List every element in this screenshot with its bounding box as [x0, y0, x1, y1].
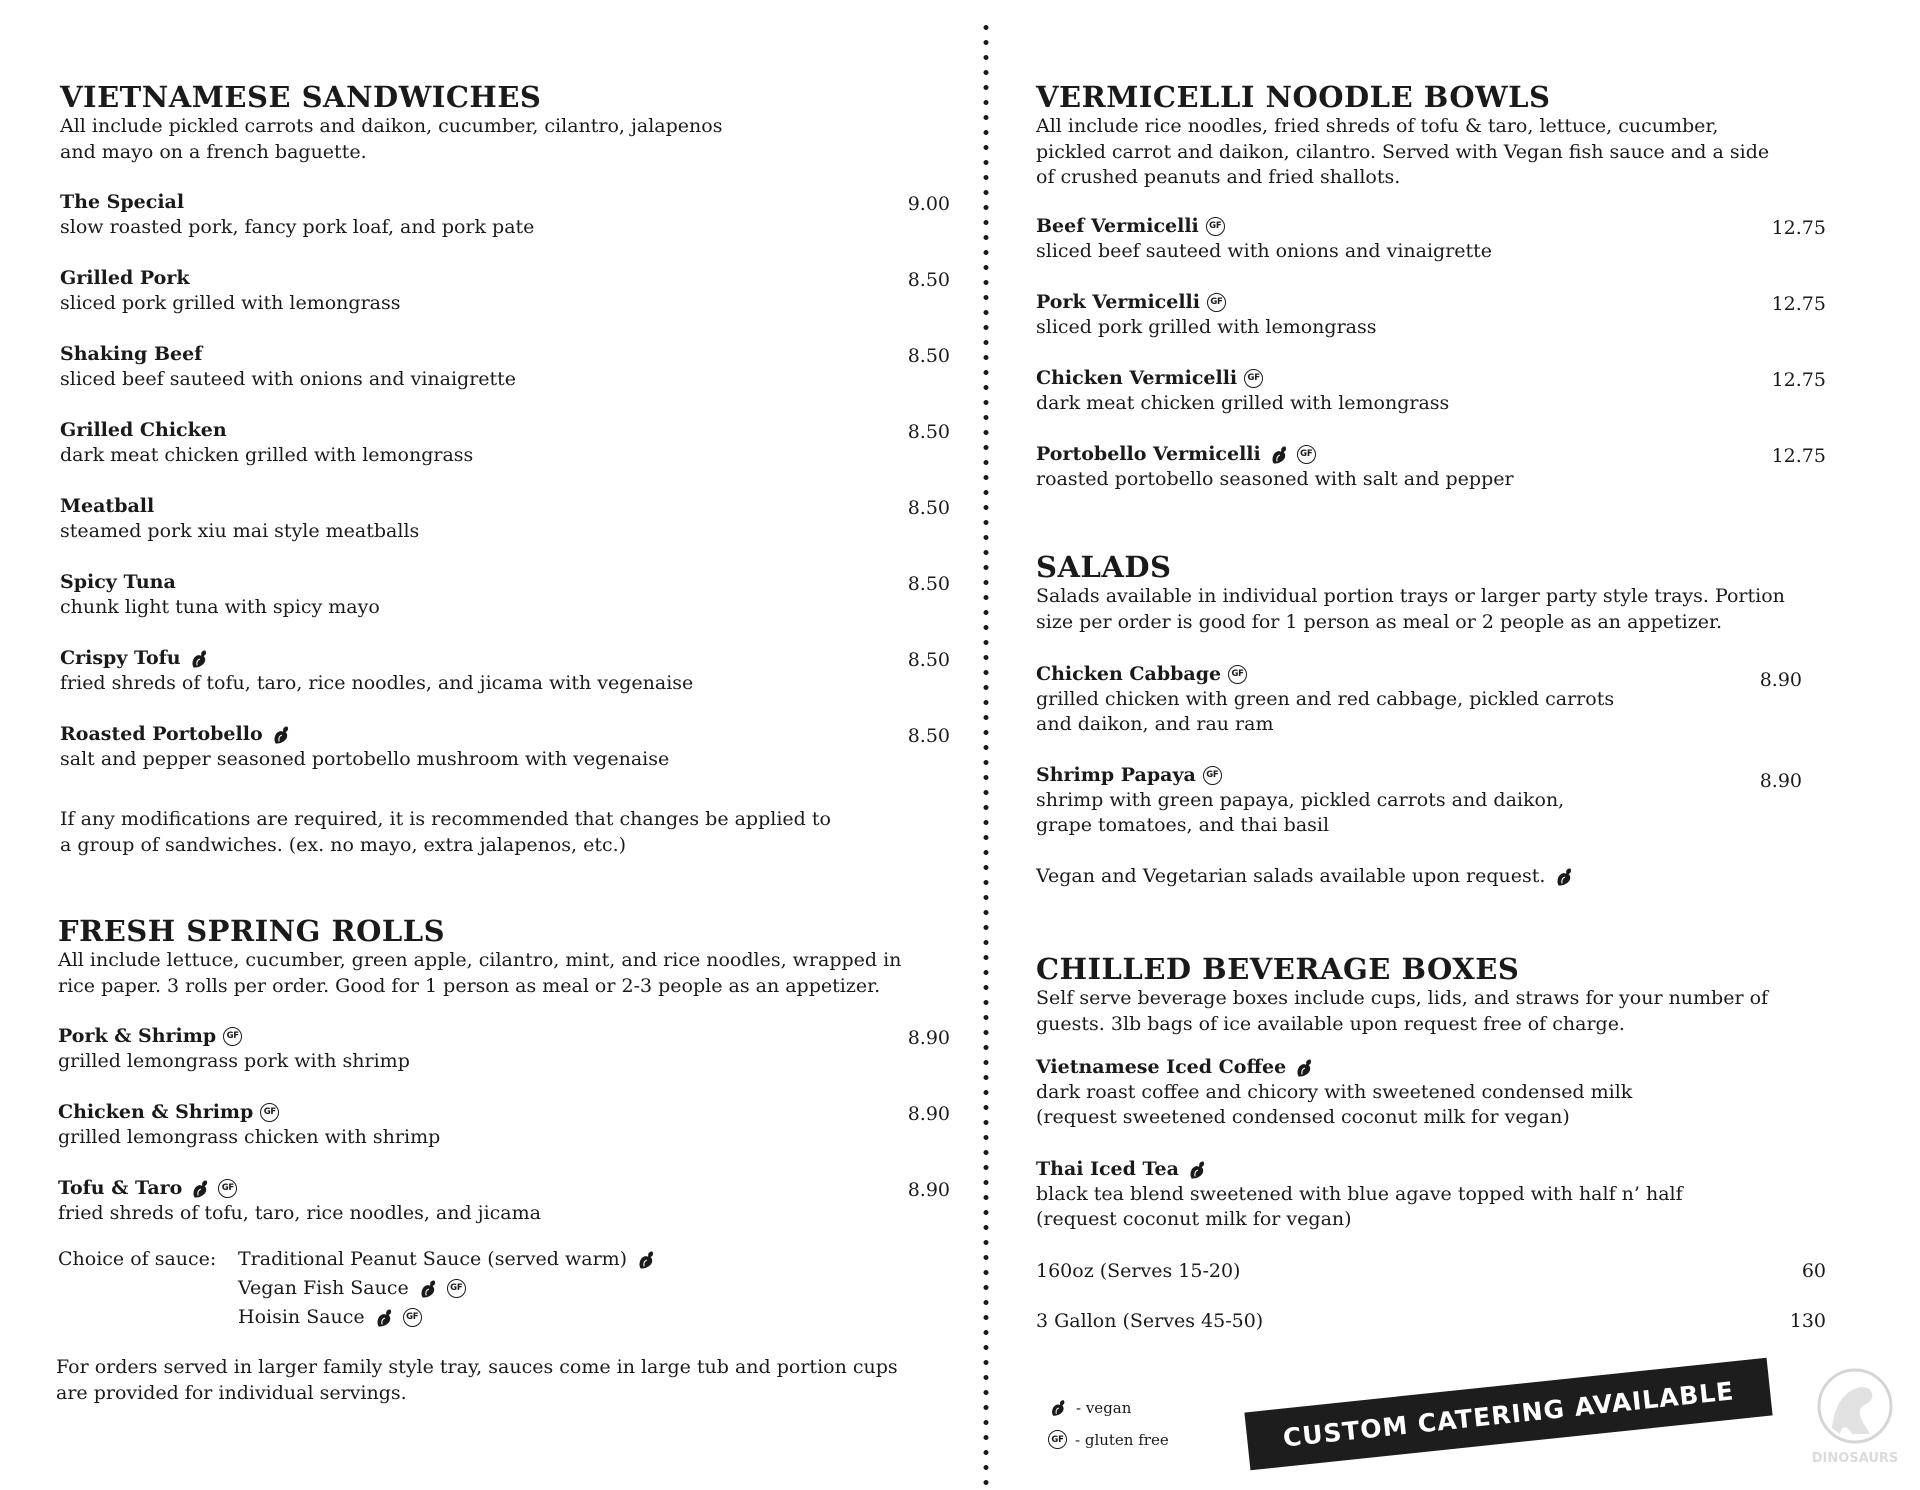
item-name: Chicken & Shrimp GF	[58, 1100, 950, 1125]
item-desc: sliced pork grilled with lemongrass	[60, 292, 401, 314]
menu-item	[60, 722, 950, 772]
gluten-free-icon: GF	[1207, 293, 1226, 312]
menu-item	[1036, 763, 1826, 838]
item-desc: grilled lemongrass pork with shrimp	[58, 1050, 410, 1072]
item-name: Pork Vermicelli GF	[1036, 290, 1826, 315]
section-title-beverages: CHILLED BEVERAGE BOXES	[1036, 952, 1520, 986]
item-desc: steamed pork xiu mai style meatballs	[60, 520, 420, 542]
item-desc: roasted portobello seasoned with salt and pepper	[1036, 468, 1514, 490]
item-name: Beef Vermicelli GF	[1036, 214, 1826, 239]
vegan-icon	[1293, 1057, 1315, 1079]
sauce-list	[238, 1245, 657, 1332]
item-price: 8.90	[907, 1103, 950, 1125]
item-price: 8.50	[907, 573, 950, 595]
column-divider	[983, 20, 989, 1490]
item-desc: chunk light tuna with spicy mayo	[60, 596, 380, 618]
sandwiches-section	[60, 80, 950, 165]
vegan-icon	[1186, 1159, 1208, 1181]
gluten-free-icon: GF	[218, 1179, 237, 1198]
vegan-icon	[270, 724, 292, 746]
item-name: Grilled Pork	[60, 267, 190, 289]
item-name: The Special	[60, 191, 185, 213]
vegan-icon	[1268, 444, 1290, 466]
gluten-free-icon: GF	[403, 1308, 422, 1327]
beverages-intro: Self serve beverage boxes include cups, lids, and straws for your number of guests. 3lb bags of ice available upon request free of charge.	[1036, 987, 1769, 1035]
spring-rolls-intro: All include lettuce, cucumber, green apple, cilantro, mint, and rice noodles, wrapped in rice paper. 3 rolls per order. Good for 1 person as meal or 2-3 people as an appetizer.	[58, 949, 902, 997]
menu-item	[1036, 442, 1826, 492]
vermicelli-section	[1036, 80, 1826, 191]
custom-catering-banner: CUSTOM CATERING AVAILABLE	[1244, 1358, 1772, 1471]
vegan-icon	[373, 1307, 395, 1329]
menu-item	[60, 418, 950, 468]
sauce-item: Hoisin Sauce GF	[238, 1303, 657, 1332]
item-price: 12.75	[1771, 445, 1826, 467]
sandwiches-note: If any modifications are required, it is recommended that changes be applied to a group of sandwiches. (ex. no mayo, extra jalapenos, etc.)	[60, 808, 831, 856]
size-option: 3 Gallon (Serves 45-50) 130	[1036, 1310, 1826, 1332]
menu-item	[58, 1100, 950, 1150]
item-price: 9.00	[907, 193, 950, 215]
item-name: Spicy Tuna	[60, 571, 176, 593]
vegan-icon	[189, 1178, 211, 1200]
size-price: 60	[1801, 1260, 1826, 1282]
gluten-free-icon: GF	[260, 1103, 279, 1122]
item-name: Vietnamese Iced Coffee	[1036, 1055, 1826, 1080]
gluten-free-icon: GF	[1206, 217, 1225, 236]
menu-item	[60, 190, 950, 240]
spring-rolls-note: For orders served in larger family style tray, sauces come in large tub and portion cups are provided for individual servings.	[56, 1356, 898, 1404]
item-name: Roasted Portobello	[60, 722, 950, 747]
gluten-free-icon: GF	[1228, 665, 1247, 684]
item-desc: sliced beef sauteed with onions and vinaigrette	[1036, 240, 1493, 262]
item-price: 8.90	[1759, 770, 1802, 792]
item-desc: sliced pork grilled with lemongrass	[1036, 316, 1377, 338]
item-desc: dark meat chicken grilled with lemongrass	[1036, 392, 1450, 414]
item-price: 8.50	[907, 421, 950, 443]
item-name: Tofu & Taro GF	[58, 1176, 950, 1201]
menu-item	[58, 1176, 950, 1226]
menu-item	[1036, 214, 1826, 264]
item-desc: salt and pepper seasoned portobello mushroom with vegenaise	[60, 748, 670, 770]
beverages-section	[1036, 952, 1826, 1037]
item-name: Shaking Beef	[60, 343, 203, 365]
vegan-icon	[417, 1278, 439, 1300]
item-price: 8.90	[907, 1027, 950, 1049]
gluten-free-icon: GF	[1244, 369, 1263, 388]
sandwiches-intro: All include pickled carrots and daikon, cucumber, cilantro, jalapenos and mayo on a french baguette.	[60, 115, 723, 163]
vegan-icon	[635, 1249, 657, 1271]
item-name: Crispy Tofu	[60, 646, 950, 671]
sauce-item: Traditional Peanut Sauce (served warm)	[238, 1245, 657, 1274]
gluten-free-icon: GF	[1203, 766, 1222, 785]
item-price: 12.75	[1771, 217, 1826, 239]
menu-item	[1036, 290, 1826, 340]
size-price: 130	[1789, 1310, 1826, 1332]
item-name: Chicken Vermicelli GF	[1036, 366, 1826, 391]
item-desc: shrimp with green papaya, pickled carrots and daikon, grape tomatoes, and thai basil	[1036, 789, 1565, 836]
vegan-icon	[1553, 866, 1575, 888]
item-desc: dark meat chicken grilled with lemongrass	[60, 444, 474, 466]
item-name: Pork & Shrimp GF	[58, 1024, 950, 1049]
item-desc: grilled lemongrass chicken with shrimp	[58, 1126, 441, 1148]
item-desc: slow roasted pork, fancy pork loaf, and pork pate	[60, 216, 535, 238]
vermicelli-intro: All include rice noodles, fried shreds of tofu & taro, lettuce, cucumber, pickled carrot and daikon, cilantro. Served with Vegan fish sauce and a side of crushed peanuts and fried shallots.	[1036, 115, 1770, 188]
legend-gluten-free: GF - gluten free	[1048, 1430, 1169, 1449]
item-desc: fried shreds of tofu, taro, rice noodles, and jicama with vegenaise	[60, 672, 694, 694]
sauce-item: Vegan Fish Sauce GF	[238, 1274, 657, 1303]
dinosaurs-logo	[1812, 1368, 1898, 1468]
vegan-icon	[188, 648, 210, 670]
section-title-sandwiches: VIETNAMESE SANDWICHES	[60, 80, 542, 114]
item-price: 8.50	[907, 649, 950, 671]
item-price: 8.50	[907, 497, 950, 519]
gluten-free-icon: GF	[223, 1027, 242, 1046]
item-price: 8.50	[907, 725, 950, 747]
salads-note: Vegan and Vegetarian salads available upon request.	[1036, 864, 1826, 890]
item-price: 8.50	[907, 345, 950, 367]
item-name: Meatball	[60, 495, 155, 517]
section-title-spring-rolls: FRESH SPRING ROLLS	[58, 914, 446, 948]
section-title-vermicelli: VERMICELLI NOODLE BOWLS	[1036, 80, 1551, 114]
gluten-free-icon: GF	[1048, 1430, 1067, 1449]
menu-item	[60, 570, 950, 620]
vegan-icon	[1048, 1398, 1068, 1418]
item-name: Portobello Vermicelli GF	[1036, 442, 1826, 467]
item-desc: fried shreds of tofu, taro, rice noodles, and jicama	[58, 1202, 541, 1224]
svg-text:DINOSAURS: DINOSAURS	[1812, 1451, 1898, 1466]
menu-item	[60, 494, 950, 544]
spring-rolls-section	[58, 914, 950, 999]
section-title-salads: SALADS	[1036, 550, 1172, 584]
item-desc: dark roast coffee and chicory with sweetened condensed milk (request sweetened condensed coconut milk for vegan)	[1036, 1081, 1633, 1128]
item-price: 8.50	[907, 269, 950, 291]
item-price: 8.90	[907, 1179, 950, 1201]
menu-item	[58, 1024, 950, 1074]
gluten-free-icon: GF	[447, 1279, 466, 1298]
item-price: 12.75	[1771, 293, 1826, 315]
item-name: Chicken Cabbage GF	[1036, 662, 1826, 687]
size-option: 160oz (Serves 15-20) 60	[1036, 1260, 1826, 1282]
menu-item	[1036, 662, 1826, 737]
item-desc: grilled chicken with green and red cabbage, pickled carrots and daikon, and rau ram	[1036, 688, 1615, 735]
item-name: Grilled Chicken	[60, 419, 227, 441]
salads-intro: Salads available in individual portion trays or larger party style trays. Portion size per order is good for 1 person as meal or 2 people as an appetizer.	[1036, 585, 1785, 633]
gluten-free-icon: GF	[1297, 445, 1316, 464]
menu-item	[60, 266, 950, 316]
menu-item	[1036, 1055, 1826, 1130]
item-name: Shrimp Papaya GF	[1036, 763, 1826, 788]
salads-section	[1036, 550, 1826, 635]
item-name: Thai Iced Tea	[1036, 1157, 1826, 1182]
item-price: 8.90	[1759, 669, 1802, 691]
item-desc: black tea blend sweetened with blue agave topped with half n’ half (request coconut milk for vegan)	[1036, 1183, 1683, 1230]
item-price: 12.75	[1771, 369, 1826, 391]
menu-item	[60, 646, 950, 696]
menu-item	[60, 342, 950, 392]
sauce-label: Choice of sauce:	[58, 1248, 217, 1270]
menu-item	[1036, 1157, 1826, 1232]
item-desc: sliced beef sauteed with onions and vinaigrette	[60, 368, 517, 390]
menu-item	[1036, 366, 1826, 416]
legend-vegan: - vegan	[1048, 1398, 1131, 1418]
